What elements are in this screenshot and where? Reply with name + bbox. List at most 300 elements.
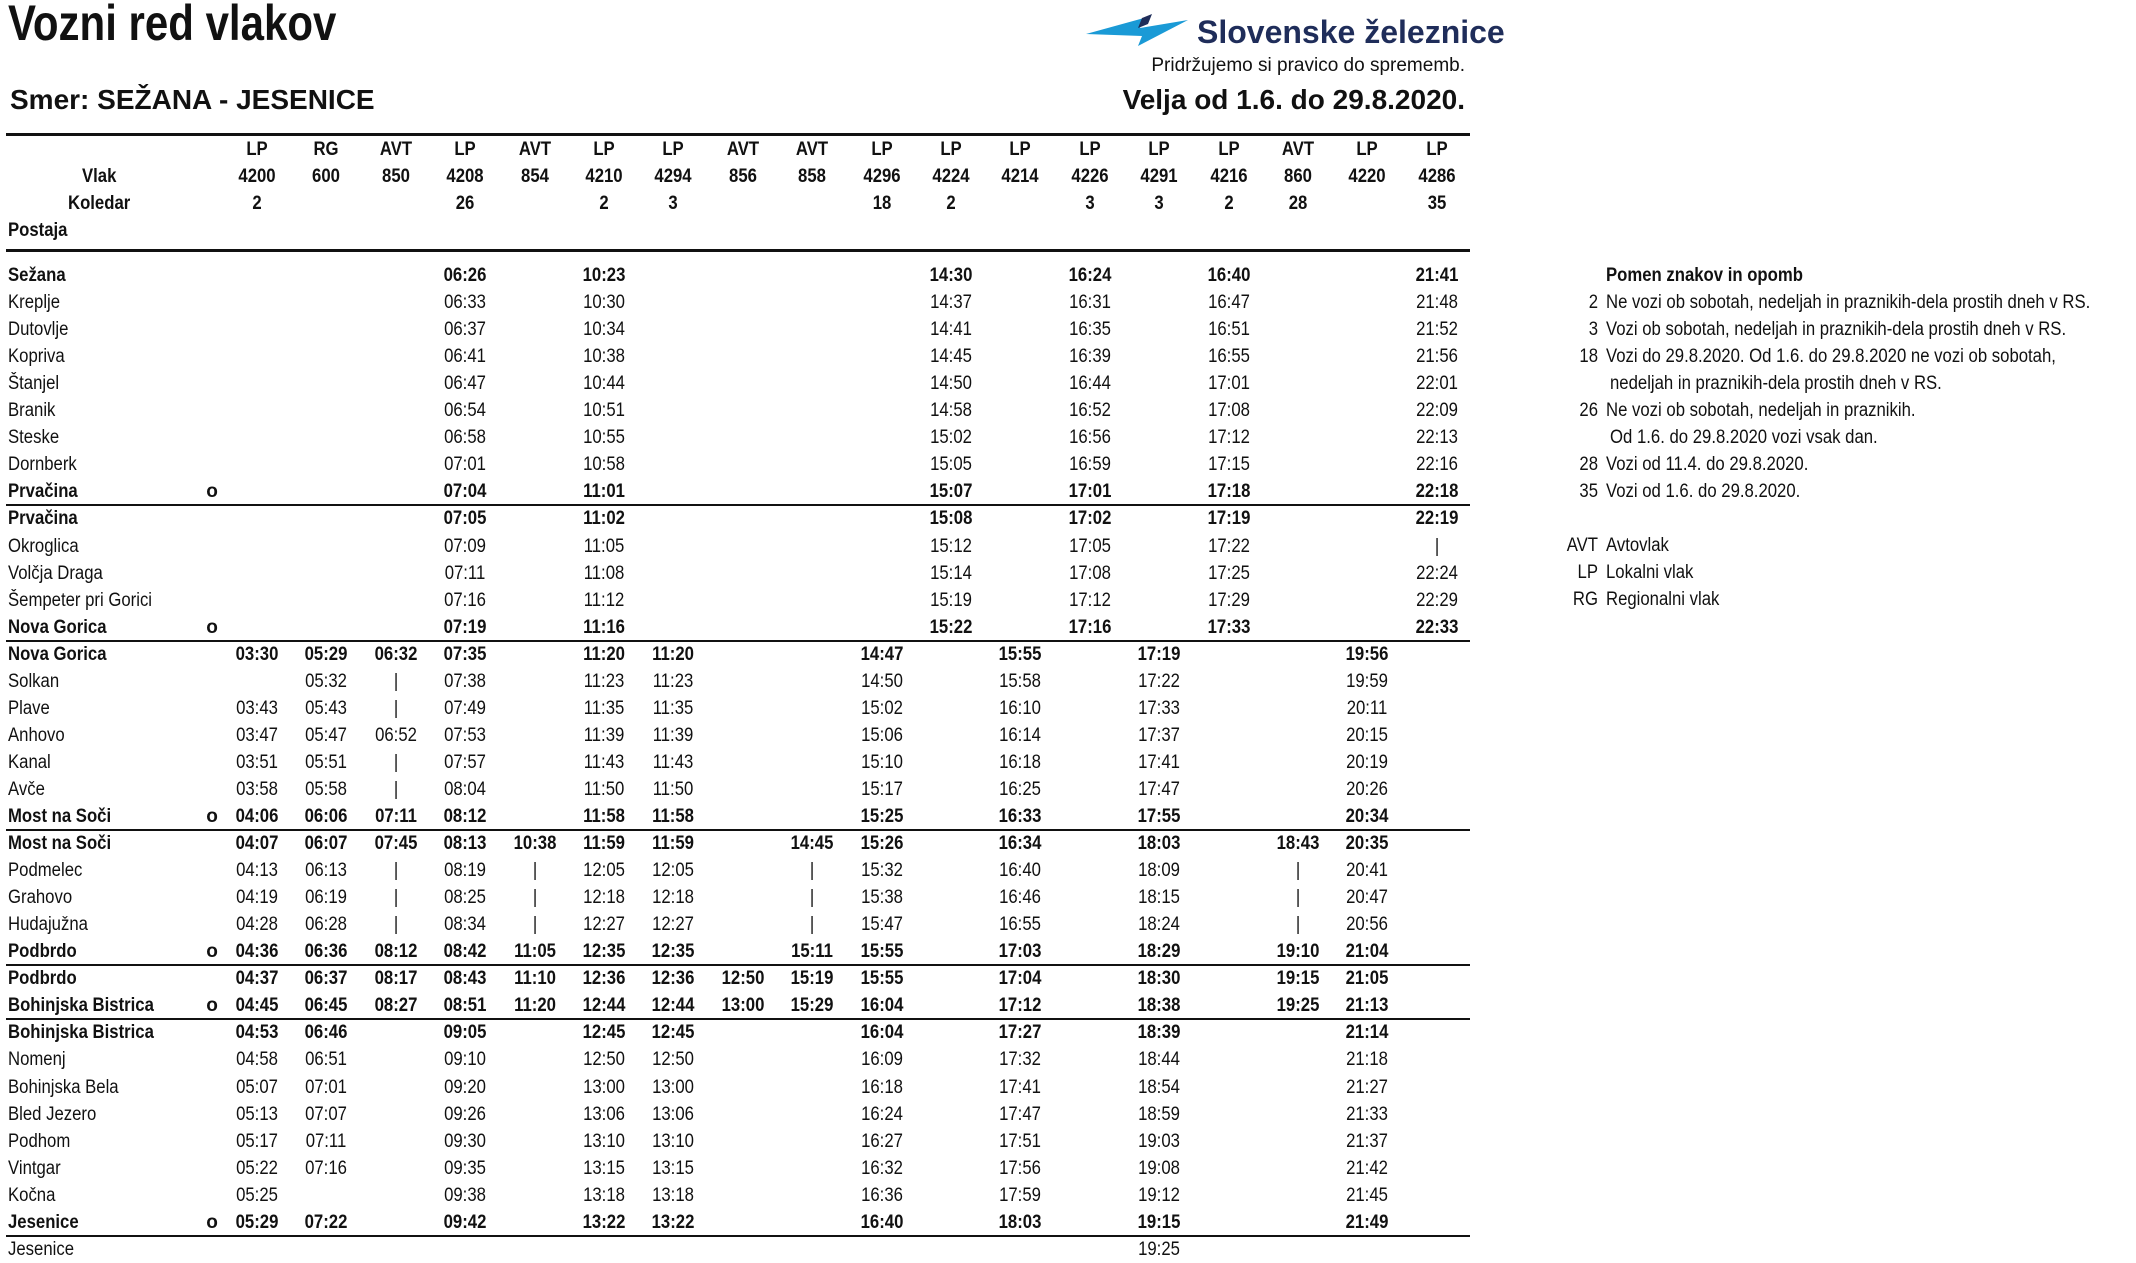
station-name: Nomenj	[8, 1049, 66, 1070]
time-cell: 18:54	[1138, 1077, 1180, 1098]
train-number: 4291	[1140, 166, 1178, 187]
time-cell: 04:28	[236, 914, 278, 935]
time-cell: |	[1295, 860, 1301, 881]
train-type: LP	[1079, 139, 1101, 160]
time-cell: 20:35	[1345, 833, 1389, 854]
legend-code: 26	[1579, 400, 1598, 421]
station-name: Kreplje	[8, 292, 61, 313]
time-cell: 17:05	[1069, 536, 1111, 557]
time-cell: 11:43	[652, 752, 694, 773]
train-calendar: 26	[455, 193, 475, 214]
stop-marker: o	[206, 617, 218, 638]
train-number: 4220	[1348, 166, 1386, 187]
time-cell: 17:02	[1068, 508, 1112, 529]
company-logo	[1082, 8, 1505, 58]
station-name: Sežana	[8, 265, 66, 286]
legend-code: 3	[1588, 319, 1598, 340]
time-cell: 20:26	[1346, 779, 1388, 800]
time-cell: 17:55	[1137, 806, 1181, 827]
time-cell: 10:51	[583, 400, 625, 421]
time-cell: 19:08	[1138, 1158, 1180, 1179]
legend-code: RG	[1572, 589, 1598, 610]
time-cell: 16:44	[1069, 373, 1111, 394]
stop-marker: o	[206, 941, 218, 962]
train-number: 4296	[863, 166, 901, 187]
time-cell: 11:20	[652, 644, 694, 665]
time-cell: |	[393, 698, 399, 719]
stop-marker: o	[206, 995, 218, 1016]
time-cell: 16:40	[1207, 265, 1251, 286]
time-cell: 16:14	[999, 725, 1041, 746]
time-cell: 16:10	[999, 698, 1041, 719]
time-cell: 17:12	[1069, 590, 1111, 611]
time-cell: 07:09	[444, 536, 486, 557]
train-calendar: 2	[946, 193, 956, 214]
train-type: LP	[1356, 139, 1378, 160]
time-cell: 12:05	[583, 860, 625, 881]
time-cell: 16:59	[1069, 454, 1111, 475]
time-cell: 03:51	[236, 752, 278, 773]
train-type: LP	[593, 139, 615, 160]
time-cell: 17:12	[1208, 427, 1250, 448]
train-number: 4226	[1071, 166, 1109, 187]
time-cell: 11:23	[583, 671, 625, 692]
time-cell: 05:13	[236, 1104, 278, 1125]
train-type: LP	[940, 139, 962, 160]
time-cell: 13:18	[583, 1185, 625, 1206]
section-rule	[6, 829, 1470, 831]
time-cell: 08:04	[444, 779, 486, 800]
time-cell: 19:12	[1138, 1185, 1180, 1206]
section-rule	[6, 640, 1470, 642]
train-number: 850	[382, 166, 410, 187]
time-cell: 09:38	[444, 1185, 486, 1206]
legend-description: Vozi od 11.4. do 29.8.2020.	[1606, 454, 1809, 475]
time-cell: 06:19	[305, 887, 347, 908]
time-cell: 16:47	[1208, 292, 1250, 313]
time-cell: 04:37	[235, 968, 279, 989]
time-cell: 16:25	[999, 779, 1041, 800]
station-name: Kopriva	[8, 346, 65, 367]
time-cell: 17:19	[1137, 644, 1181, 665]
train-number: 4200	[238, 166, 276, 187]
time-cell: 10:38	[513, 833, 557, 854]
time-cell: 11:35	[652, 698, 694, 719]
time-cell: 12:45	[582, 1022, 626, 1043]
train-number: 4208	[446, 166, 484, 187]
disclaimer-text: Pridržujemo si pravico do sprememb.	[1151, 55, 1465, 76]
time-cell: 16:39	[1069, 346, 1111, 367]
time-cell: |	[1295, 887, 1301, 908]
time-cell: 13:06	[583, 1104, 625, 1125]
station-name: Štanjel	[8, 373, 60, 394]
time-cell: 17:08	[1208, 400, 1250, 421]
station-name: Bohinjska Bistrica	[8, 995, 154, 1016]
time-cell: 04:53	[235, 1022, 279, 1043]
time-cell: 16:24	[1068, 265, 1112, 286]
time-cell: 07:22	[304, 1212, 348, 1233]
time-cell: 12:18	[652, 887, 694, 908]
time-cell: 06:37	[304, 968, 348, 989]
time-cell: 07:16	[305, 1158, 347, 1179]
time-cell: 18:44	[1138, 1049, 1180, 1070]
time-cell: 10:23	[582, 265, 626, 286]
train-type: LP	[1426, 139, 1448, 160]
train-number: 4286	[1418, 166, 1456, 187]
time-cell: 06:28	[305, 914, 347, 935]
time-cell: 22:16	[1416, 454, 1458, 475]
station-name: Volčja Draga	[8, 563, 103, 584]
legend-description: Vozi ob sobotah, nedeljah in praznikih-dela prostih dneh v RS.	[1606, 319, 2067, 340]
time-cell: 07:45	[374, 833, 418, 854]
time-cell: |	[393, 914, 399, 935]
time-cell: |	[532, 860, 538, 881]
time-cell: 13:00	[583, 1077, 625, 1098]
time-cell: 18:30	[1137, 968, 1181, 989]
station-name: Bohinjska Bela	[8, 1077, 119, 1098]
time-cell: 15:08	[929, 508, 973, 529]
legend-description: Lokalni vlak	[1606, 562, 1694, 583]
time-cell: 10:38	[583, 346, 625, 367]
time-cell: |	[393, 752, 399, 773]
time-cell: 16:46	[999, 887, 1041, 908]
time-cell: 21:14	[1345, 1022, 1389, 1043]
time-cell: 16:24	[861, 1104, 903, 1125]
time-cell: 03:43	[236, 698, 278, 719]
train-number: 858	[798, 166, 826, 187]
legend-description: Regionalni vlak	[1606, 589, 1720, 610]
time-cell: 17:12	[998, 995, 1042, 1016]
time-cell: 17:37	[1138, 725, 1180, 746]
time-cell: 21:27	[1346, 1077, 1388, 1098]
time-cell: 15:22	[929, 617, 973, 638]
train-number: 4224	[932, 166, 970, 187]
time-cell: 17:27	[998, 1022, 1042, 1043]
time-cell: 14:41	[930, 319, 972, 340]
time-cell: 17:16	[1068, 617, 1112, 638]
time-cell: 19:25	[1138, 1239, 1180, 1260]
legend-description: Vozi od 1.6. do 29.8.2020.	[1606, 481, 1801, 502]
time-cell: 15:25	[860, 806, 904, 827]
time-cell: 22:29	[1416, 590, 1458, 611]
time-cell: 17:51	[999, 1131, 1041, 1152]
time-cell: 05:22	[236, 1158, 278, 1179]
time-cell: 17:01	[1208, 373, 1250, 394]
time-cell: 05:51	[305, 752, 347, 773]
time-cell: 16:34	[998, 833, 1042, 854]
time-cell: 08:19	[444, 860, 486, 881]
time-cell: 12:18	[583, 887, 625, 908]
time-cell: 16:40	[860, 1212, 904, 1233]
time-cell: 12:35	[582, 941, 626, 962]
time-cell: 06:32	[374, 644, 418, 665]
station-name: Kočna	[8, 1185, 56, 1206]
station-name: Okroglica	[8, 536, 79, 557]
time-cell: 18:03	[998, 1212, 1042, 1233]
station-name: Jesenice	[8, 1239, 74, 1260]
time-cell: 18:15	[1138, 887, 1180, 908]
time-cell: 21:52	[1416, 319, 1458, 340]
route-direction: Smer: SEŽANA - JESENICE	[10, 84, 375, 115]
time-cell: 15:02	[861, 698, 903, 719]
time-cell: 20:47	[1346, 887, 1388, 908]
time-cell: 17:22	[1138, 671, 1180, 692]
time-cell: 14:50	[861, 671, 903, 692]
time-cell: 06:37	[444, 319, 486, 340]
time-cell: 06:06	[304, 806, 348, 827]
time-cell: 05:07	[236, 1077, 278, 1098]
time-cell: 04:07	[235, 833, 279, 854]
time-cell: 21:05	[1345, 968, 1389, 989]
train-type: LP	[1009, 139, 1031, 160]
time-cell: 12:45	[651, 1022, 695, 1043]
time-cell: 12:27	[652, 914, 694, 935]
time-cell: 11:58	[583, 806, 625, 827]
time-cell: 06:46	[304, 1022, 348, 1043]
time-cell: 16:04	[860, 995, 904, 1016]
station-name: Most na Soči	[8, 806, 112, 827]
time-cell: 16:18	[861, 1077, 903, 1098]
time-cell: 07:07	[305, 1104, 347, 1125]
time-cell: 21:49	[1345, 1212, 1389, 1233]
header-bottom-rule	[6, 249, 1470, 252]
station-name: Anhovo	[8, 725, 65, 746]
time-cell: 04:36	[235, 941, 279, 962]
time-cell: 16:52	[1069, 400, 1111, 421]
time-cell: 12:50	[652, 1049, 694, 1070]
station-name: Podbrdo	[8, 968, 77, 989]
station-name: Bohinjska Bistrica	[8, 1022, 154, 1043]
legend-description: Od 1.6. do 29.8.2020 vozi vsak dan.	[1610, 427, 1878, 448]
time-cell: |	[393, 779, 399, 800]
time-cell: 18:24	[1138, 914, 1180, 935]
train-number: 856	[729, 166, 757, 187]
time-cell: 07:05	[443, 508, 487, 529]
time-cell: 13:22	[582, 1212, 626, 1233]
time-cell: 15:12	[930, 536, 972, 557]
time-cell: 19:10	[1276, 941, 1320, 962]
time-cell: 13:18	[652, 1185, 694, 1206]
train-calendar: 35	[1427, 193, 1447, 214]
train-calendar: 2	[1224, 193, 1234, 214]
time-cell: 09:30	[444, 1131, 486, 1152]
time-cell: 07:49	[444, 698, 486, 719]
time-cell: 21:45	[1346, 1185, 1388, 1206]
time-cell: 05:58	[305, 779, 347, 800]
time-cell: 19:15	[1137, 1212, 1181, 1233]
section-rule	[6, 964, 1470, 966]
station-name: Nova Gorica	[8, 644, 107, 665]
train-logo-icon	[1082, 12, 1192, 52]
time-cell: 17:32	[999, 1049, 1041, 1070]
time-cell: 07:01	[444, 454, 486, 475]
train-calendar: 18	[872, 193, 892, 214]
time-cell: 12:05	[652, 860, 694, 881]
time-cell: 17:47	[1138, 779, 1180, 800]
time-cell: 14:47	[860, 644, 904, 665]
train-type: LP	[1218, 139, 1240, 160]
time-cell: 10:30	[583, 292, 625, 313]
time-cell: 03:30	[235, 644, 279, 665]
legend-code: 35	[1579, 481, 1598, 502]
time-cell: 08:17	[374, 968, 418, 989]
time-cell: 04:06	[235, 806, 279, 827]
train-number: 4294	[654, 166, 692, 187]
validity-period: Velja od 1.6. do 29.8.2020.	[1122, 84, 1465, 115]
station-name: Vintgar	[8, 1158, 61, 1179]
time-cell: 04:45	[235, 995, 279, 1016]
station-name: Podbrdo	[8, 941, 77, 962]
time-cell: 05:43	[305, 698, 347, 719]
time-cell: 08:13	[443, 833, 487, 854]
time-cell: 04:19	[236, 887, 278, 908]
time-cell: 07:38	[444, 671, 486, 692]
time-cell: 11:50	[652, 779, 694, 800]
time-cell: 08:42	[443, 941, 487, 962]
time-cell: 21:13	[1345, 995, 1389, 1016]
train-number: 860	[1284, 166, 1312, 187]
time-cell: 17:15	[1208, 454, 1250, 475]
time-cell: 13:06	[652, 1104, 694, 1125]
time-cell: 17:01	[1068, 481, 1112, 502]
time-cell: 19:03	[1138, 1131, 1180, 1152]
legend-description: nedeljah in praznikih-dela prostih dneh v RS.	[1610, 373, 1942, 394]
train-type: AVT	[379, 139, 413, 160]
time-cell: 13:00	[652, 1077, 694, 1098]
time-cell: 11:50	[583, 779, 625, 800]
time-cell: 11:35	[583, 698, 625, 719]
time-cell: 21:41	[1415, 265, 1459, 286]
time-cell: 20:15	[1346, 725, 1388, 746]
train-type: AVT	[1281, 139, 1315, 160]
time-cell: 08:34	[444, 914, 486, 935]
time-cell: 12:36	[651, 968, 695, 989]
time-cell: |	[809, 914, 815, 935]
time-cell: 07:19	[443, 617, 487, 638]
time-cell: 10:55	[583, 427, 625, 448]
time-cell: 20:34	[1345, 806, 1389, 827]
train-calendar: 28	[1288, 193, 1308, 214]
legend-code: 2	[1588, 292, 1598, 313]
time-cell: 16:04	[860, 1022, 904, 1043]
station-name: Solkan	[8, 671, 60, 692]
time-cell: 18:59	[1138, 1104, 1180, 1125]
time-cell: 06:52	[375, 725, 417, 746]
time-cell: 22:19	[1415, 508, 1459, 529]
legend-description: Ne vozi ob sobotah, nedeljah in praznikih.	[1606, 400, 1916, 421]
time-cell: 06:13	[305, 860, 347, 881]
time-cell: |	[532, 914, 538, 935]
station-name: Plave	[8, 698, 50, 719]
station-name: Most na Soči	[8, 833, 112, 854]
time-cell: 18:38	[1137, 995, 1181, 1016]
time-cell: 15:47	[861, 914, 903, 935]
train-type: LP	[454, 139, 476, 160]
train-number: 4210	[585, 166, 623, 187]
time-cell: 18:29	[1137, 941, 1181, 962]
time-cell: 20:11	[1346, 698, 1388, 719]
time-cell: 15:29	[790, 995, 834, 1016]
station-name: Hudajužna	[8, 914, 88, 935]
section-rule	[6, 504, 1470, 506]
train-type: AVT	[795, 139, 829, 160]
time-cell: 08:12	[443, 806, 487, 827]
time-cell: 15:11	[791, 941, 833, 962]
time-cell: 07:57	[444, 752, 486, 773]
legend-title: Pomen znakov in opomb	[1606, 265, 1803, 286]
time-cell: 11:39	[652, 725, 694, 746]
time-cell: 19:59	[1346, 671, 1388, 692]
legend-description: Ne vozi ob sobotah, nedeljah in praznikih-dela prostih dneh v RS.	[1606, 292, 2091, 313]
legend-code: LP	[1577, 562, 1598, 583]
station-name: Dornberk	[8, 454, 77, 475]
time-cell: 07:01	[305, 1077, 347, 1098]
company-name: Slovenske železnice	[1197, 14, 1505, 50]
time-cell: 22:18	[1415, 481, 1459, 502]
time-cell: 12:27	[583, 914, 625, 935]
station-name: Grahovo	[8, 887, 73, 908]
time-cell: 14:50	[930, 373, 972, 394]
legend-code: AVT	[1566, 535, 1598, 556]
time-cell: 11:58	[652, 806, 694, 827]
time-cell: 11:08	[583, 563, 625, 584]
time-cell: 12:35	[651, 941, 695, 962]
legend-description: Vozi do 29.8.2020. Od 1.6. do 29.8.2020 ne vozi ob sobotah,	[1606, 346, 2056, 367]
stop-marker: o	[206, 481, 218, 502]
time-cell: 16:40	[999, 860, 1041, 881]
time-cell: 15:55	[860, 968, 904, 989]
time-cell: 17:19	[1207, 508, 1251, 529]
time-cell: 17:56	[999, 1158, 1041, 1179]
time-cell: 11:20	[583, 644, 625, 665]
time-cell: 22:13	[1416, 427, 1458, 448]
time-cell: 16:36	[861, 1185, 903, 1206]
time-cell: 14:37	[930, 292, 972, 313]
time-cell: 17:29	[1208, 590, 1250, 611]
time-cell: 17:18	[1207, 481, 1251, 502]
time-cell: 11:43	[583, 752, 625, 773]
time-cell: 15:55	[860, 941, 904, 962]
time-cell: 15:26	[860, 833, 904, 854]
time-cell: 11:01	[583, 481, 625, 502]
page-title: Vozni red vlakov	[8, 0, 337, 51]
time-cell: 06:58	[444, 427, 486, 448]
time-cell: 09:42	[443, 1212, 487, 1233]
time-cell: 08:25	[444, 887, 486, 908]
train-number: 854	[521, 166, 549, 187]
time-cell: |	[393, 860, 399, 881]
time-cell: 15:17	[861, 779, 903, 800]
section-rule	[6, 1018, 1470, 1020]
time-cell: 18:03	[1137, 833, 1181, 854]
time-cell: 21:04	[1345, 941, 1389, 962]
time-cell: 11:39	[583, 725, 625, 746]
time-cell: 22:09	[1416, 400, 1458, 421]
time-cell: 18:09	[1138, 860, 1180, 881]
time-cell: 14:45	[930, 346, 972, 367]
station-name: Dutovlje	[8, 319, 69, 340]
time-cell: 13:22	[651, 1212, 695, 1233]
time-cell: 13:10	[583, 1131, 625, 1152]
time-cell: 07:04	[443, 481, 487, 502]
time-cell: 18:43	[1276, 833, 1320, 854]
train-number: 4216	[1210, 166, 1248, 187]
time-cell: 14:58	[930, 400, 972, 421]
time-cell: 17:22	[1208, 536, 1250, 557]
time-cell: 05:17	[236, 1131, 278, 1152]
time-cell: 11:05	[514, 941, 556, 962]
train-type: AVT	[726, 139, 760, 160]
